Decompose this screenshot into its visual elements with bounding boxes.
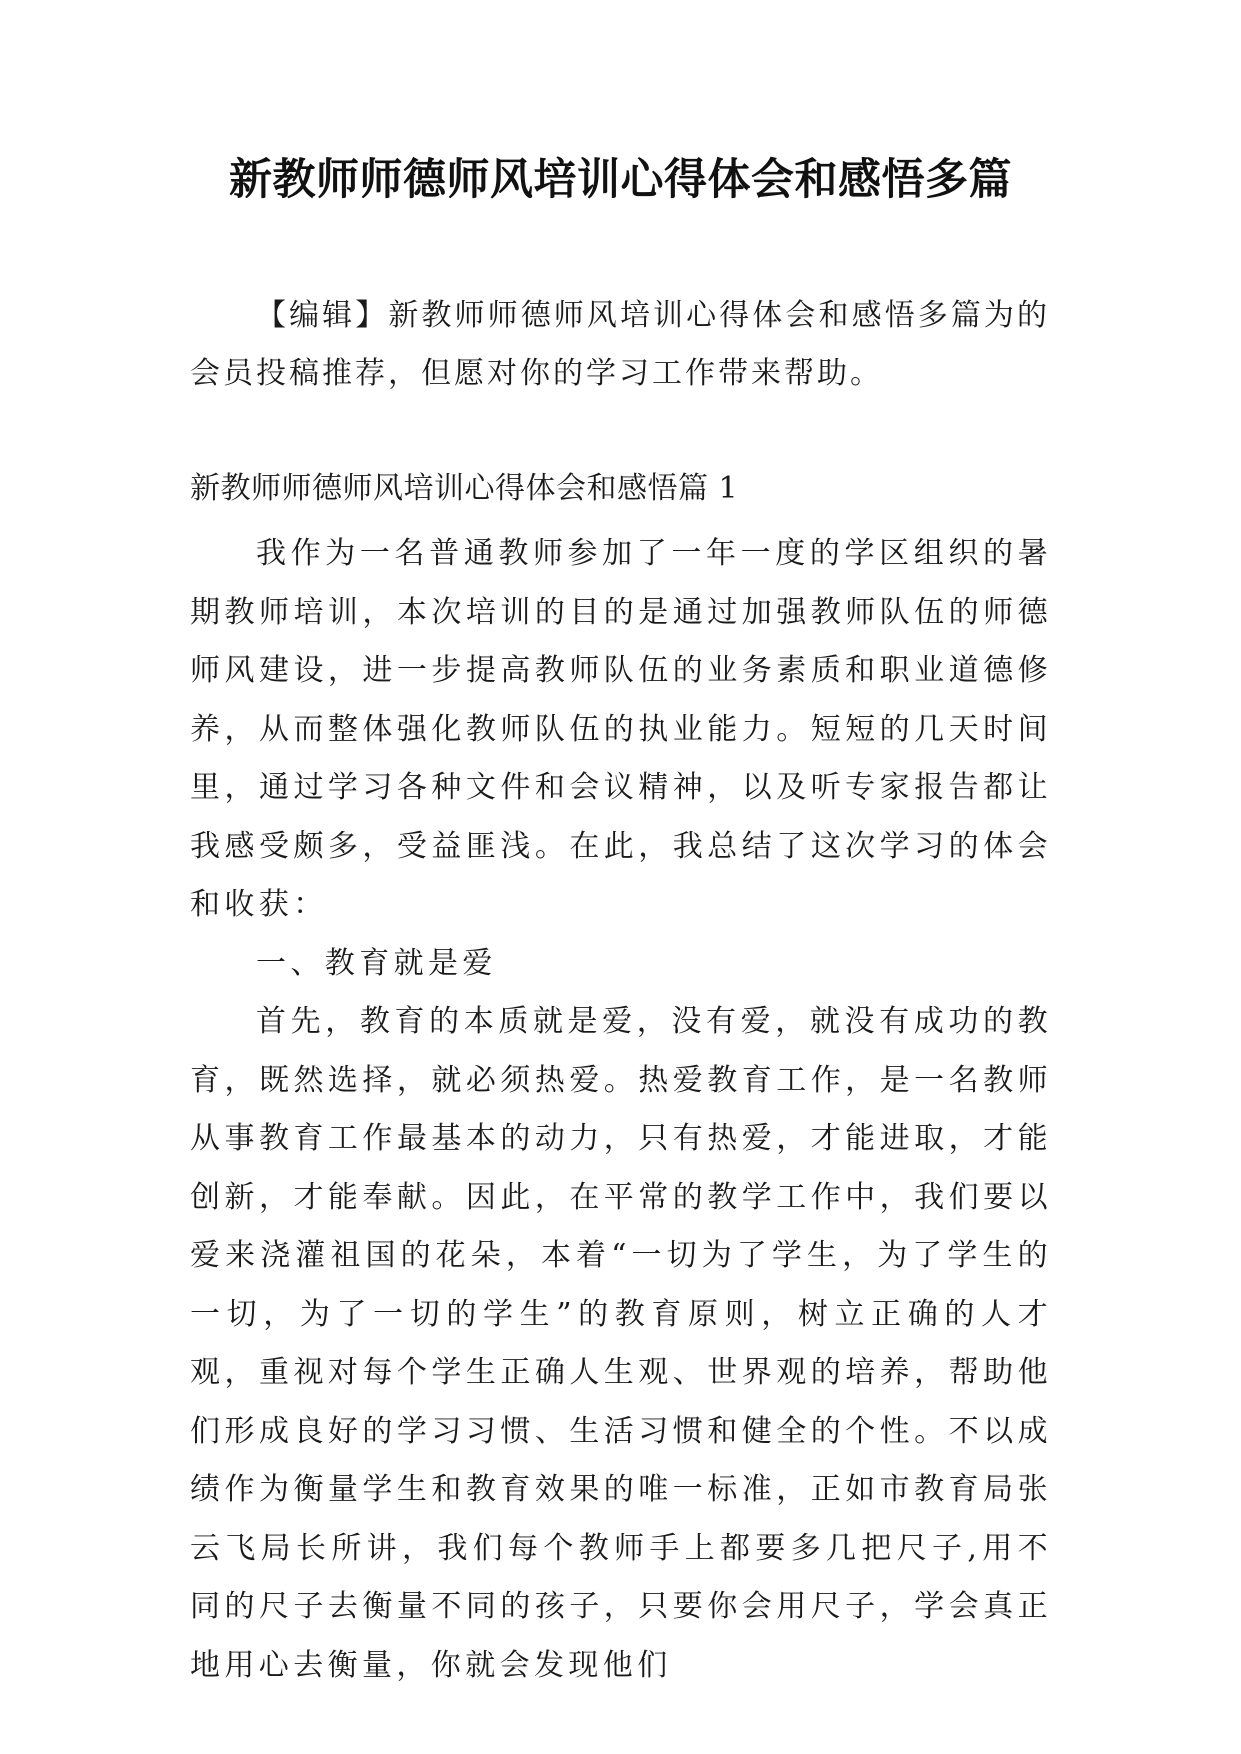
body-paragraph: 首先，教育的本质就是爱，没有爱，就没有成功的教育，既然选择，就必须热爱。热爱教育工作，是一名教师从事教育工作最基本的动力，只有热爱，才能进取，才能创新，才能奉献。因此，在平常的教学工作中，我们要以爱来浇灌祖国的花朵，本着“一切为了学生，为了学生的一切，为了一切的学生”的教育原则，树立正确的人才观，重视对每个学生正确人生观、世界观的培养，帮助他们形成良好的学习习惯、生活习惯和健全的个性。不以成绩作为衡量学生和教育效果的唯一标准，正如市教育局张云飞局长所讲，我们每个教师手上都要多几把尺子,用不同的尺子去衡量不同的孩子，只要你会用尺子，学会真正地用心去衡量，你就会发现他们	[190, 1004, 1052, 1683]
document-title: 新教师师德师风培训心得体会和感悟多篇	[229, 155, 1012, 205]
intro-paragraph: 【编辑】新教师师德师风培训心得体会和感悟多篇为的会员投稿推荐，但愿对你的学习工作带来帮助。	[190, 298, 1050, 391]
document-body	[190, 525, 1052, 1695]
body-paragraph: 我作为一名普通教师参加了一年一度的学区组织的暑期教师培训，本次培训的目的是通过加强教师队伍的师德师风建设，进一步提高教师队伍的业务素质和职业道德修养，从而整体强化教师队伍的执业能力。短短的几天时间里，通过学习各种文件和会议精神，以及听专家报告都让我感受颇多，受益匪浅。在此，我总结了这次学习的体会和收获：	[190, 536, 1052, 922]
section-heading: 一、教育就是爱	[256, 945, 497, 981]
section-title: 新教师师德师风培训心得体会和感悟篇 1	[190, 471, 739, 506]
